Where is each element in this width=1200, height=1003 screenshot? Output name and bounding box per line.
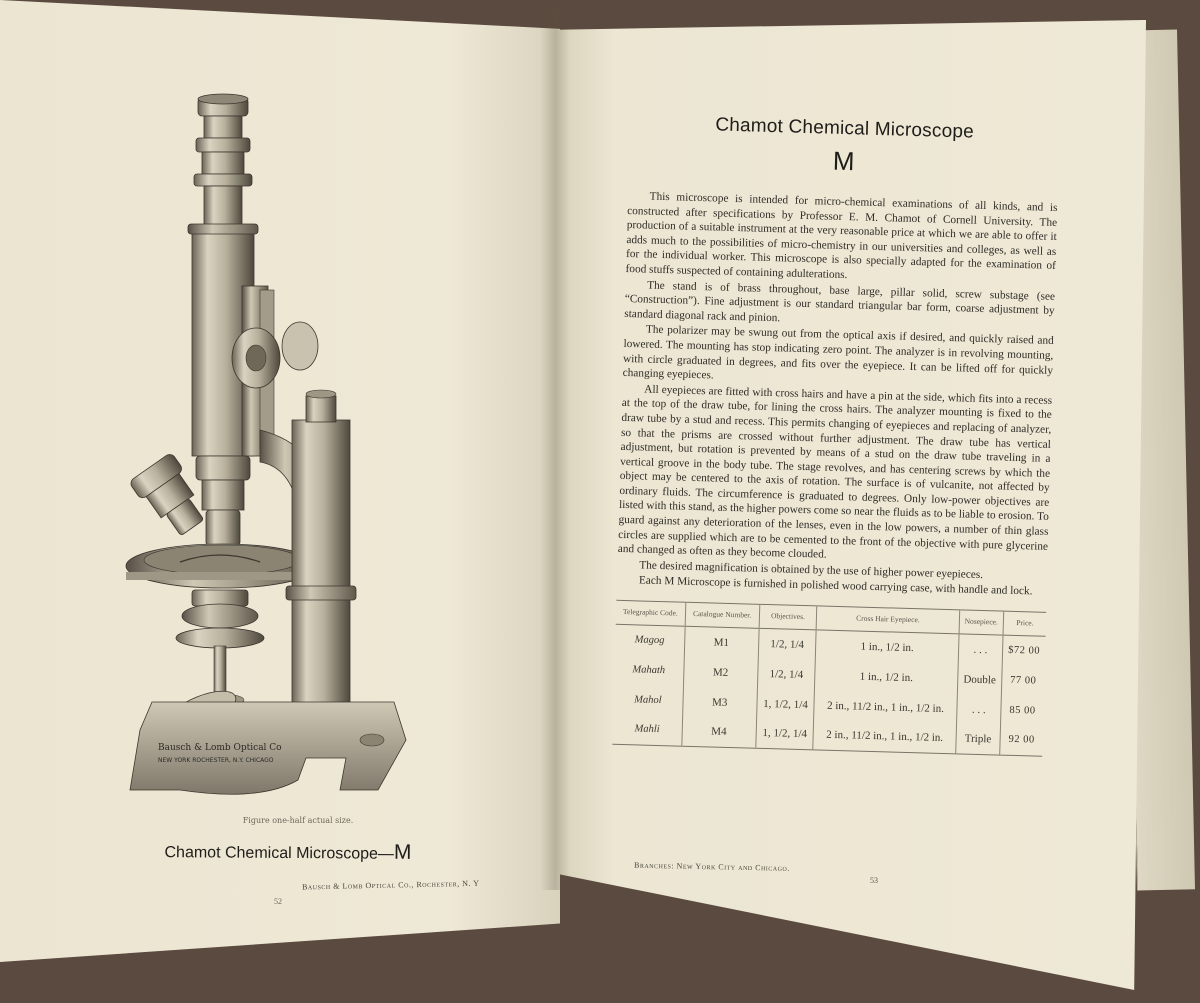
objective-lens [206, 510, 240, 546]
cell-code: Magog [634, 634, 665, 646]
col-header-eyepiece: Cross Hair Eyepiece. [817, 606, 960, 634]
paragraph: The stand is of brass throughout, base large, pillar solid, screw substage (see “Construction”). Fine adjustment is our standard triangular bar form, coarse adjustment by standard diagonal rack and pinion. [624, 279, 1056, 325]
microscope-illustration [110, 90, 430, 810]
cell-price: 85 00 [1001, 695, 1044, 726]
cell-price: $72 00 [1002, 635, 1045, 666]
col-header-number: Catalogue Number. [685, 602, 759, 628]
col-header-nosepiece: Nosepiece. [959, 610, 1004, 635]
paragraph: All eyepieces are fitted with cross hairs and have a pin at the side, which fits into a recess at the top of the draw tube, for lining the cross hairs. The analyzer mounting is fixed to the draw tube by a stud and recess. This permits changing of eyepieces and replacing of analyzer, so that the prisms are crossed without further adjustment. The draw tube has vertical adjustment, but rotation is prevented by means of a stud on the draw tube traveling in a vertical groove in the body tube. The stage revolves, and has centering screws by which the object may be centered to the axis of rotation. The surface is of vulcanite, not affected by ordinary fluids. The circumference is graduated to degrees. Only low-power objectives are listed with this stand, as the higher powers come so near the fluids as to be liable to erosion. To guard against any deterioration of the lenses, even in the low powers, a number of thin glass circles are supplied which are to be cemented to the front of the objective with pure glycerine and changed as often as they become clouded. [617, 383, 1053, 561]
cell-code: Mahli [612, 714, 682, 746]
cell-nosepiece: Triple [955, 724, 1000, 755]
col-header-price: Price. [1003, 611, 1046, 636]
cell-eyepiece: 1 in., 1/2 in. [815, 660, 958, 694]
cell-eyepiece: 2 in., 11/2 in., 1 in., 1/2 in. [814, 690, 957, 724]
col-header-code: Telegraphic Code. [616, 600, 686, 626]
model-letter: M [832, 145, 855, 177]
paragraph: Each M Microscope is furnished in polished wood carrying case, with handle and lock. [638, 574, 1033, 598]
cell-number: M2 [683, 656, 758, 688]
cell-code: Mahol [634, 693, 662, 706]
publisher-imprint: Bausch & Lomb Optical Co., Rochester, N. Y [301, 878, 480, 892]
right-page-content [612, 112, 1060, 757]
col-header-objectives: Objectives. [759, 604, 818, 630]
cell-nosepiece: . . . [958, 634, 1003, 665]
cell-objectives: 1/2, 1/4 [757, 658, 816, 690]
left-title-text: Chamot Chemical Microscope— [164, 844, 394, 863]
cell-nosepiece: Double [957, 664, 1002, 695]
description-text [617, 189, 1058, 600]
draw-tube [204, 186, 242, 226]
paragraph: The polarizer may be swung out from the optical axis if desired, and quickly raised and lowered. The mounting has stop indicating zero point. The analyzer is in revolving mounting, with circle graduated in degrees, and fits over the eyepiece. It can be lifted off for quickly changing eyepieces. [622, 323, 1054, 382]
cell-code: Mahath [632, 663, 666, 676]
cell-price: 92 00 [1000, 725, 1043, 756]
pillar [292, 420, 350, 750]
cell-price: 77 00 [1001, 665, 1044, 696]
left-page-title [138, 839, 438, 865]
paragraph: The desired magnification is obtained by the use of higher power eyepieces. [639, 559, 984, 581]
price-table [612, 600, 1046, 757]
cell-objectives: 1, 1/2, 1/4 [756, 688, 815, 720]
paragraph: This microscope is intended for micro-chemical examinations of all kinds, and is constructed after specifications by Professor E. M. Chamot of Cornell University. The production of a suitable instrument at the very reasonable price at which we are able to offer it adds much to the possibilities of micro-chemistry in our universities and colleges, as well as for the individual worker. This microscope is also specially adapted for the examination of food stuffs suspected of containing adulterations. [625, 190, 1058, 282]
branches-footer: Branches: New York City and Chicago. [633, 860, 790, 873]
left-title-model: M [393, 840, 412, 864]
cell-eyepiece: 1 in., 1/2 in. [816, 630, 959, 664]
cell-number: M4 [682, 716, 757, 748]
left-page-number: 52 [274, 897, 282, 906]
cell-objectives: 1, 1/2, 1/4 [755, 718, 814, 750]
cell-nosepiece: . . . [956, 694, 1001, 725]
cell-number: M3 [682, 686, 757, 718]
figure-caption: Figure one-half actual size. [242, 816, 354, 825]
cell-eyepiece: 2 in., 11/2 in., 1 in., 1/2 in. [813, 720, 956, 754]
right-page-number: 53 [870, 876, 878, 885]
page-title: Chamot Chemical Microscope [715, 114, 975, 143]
cell-objectives: 1/2, 1/4 [758, 628, 817, 660]
maker-plate-line1: Bausch & Lomb Optical Co [158, 743, 282, 753]
maker-plate-line2: NEW YORK ROCHESTER, N.Y. CHICAGO [158, 757, 274, 764]
book-gutter [540, 10, 570, 890]
cell-number: M1 [684, 626, 759, 658]
